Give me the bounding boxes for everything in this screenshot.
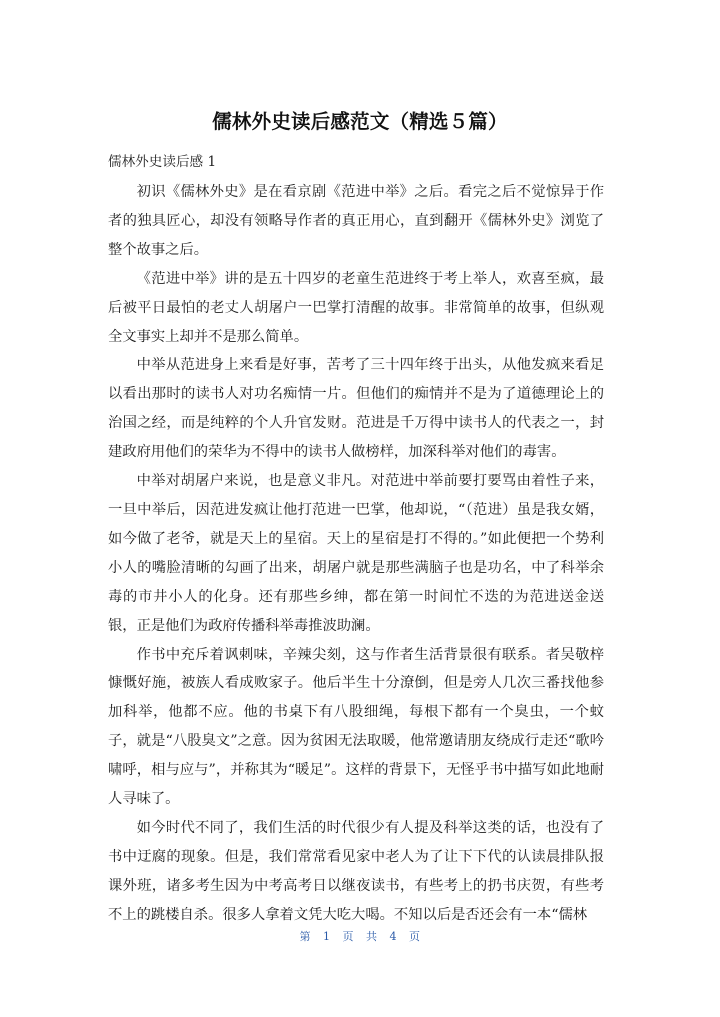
paragraph-6: 如今时代不同了，我们生活的时代很少有人提及科举这类的话，也没有了书中迂腐的现象。但是，我们常常看见家中老人为了让下下代的认读晨排队报课外班，诸多考生因为中考高考日以继夜读书，有些考上的扔书庆贺，有些考不上的跳楼自杀。很多人拿着文凭大吃大喝。不知以后是否还会有一本“儒林 — [108, 819, 604, 923]
paragraph-3: 中举从范进身上来看是好事，苦考了三十四年终于出头，从他发疯来看足以看出那时的读书人对功名痴情一片。但他们的痴情并不是为了道德理论上的治国之经，而是纯粹的个人升官发财。范进是千万得中读书人的代表之一，封建政府用他们的荣华为不得中的读书人做榜样，加深科举对他们的毒害。 — [108, 357, 604, 461]
total-page-count: 4 — [389, 930, 397, 943]
page-footer-word: 共 — [366, 930, 378, 943]
section-heading: 儒林外史读后感 1 — [108, 154, 217, 170]
paragraph-1: 初识《儒林外史》是在看京剧《范进中举》之后。看完之后不觉惊异于作者的独具匠心，却没有领略导作者的真正用心，直到翻开《儒林外史》浏览了整个故事之后。 — [108, 184, 604, 258]
body-text — [108, 178, 604, 930]
page-footer-word: 页 — [342, 930, 354, 943]
page-footer — [0, 928, 720, 944]
paragraph-2: 《范进中举》讲的是五十四岁的老童生范进终于考上举人，欢喜至疯，最后被平日最怕的老丈人胡屠户一巴掌打清醒的故事。非常简单的故事，但纵观全文事实上却并不是那么简单。 — [108, 270, 604, 345]
paragraph-4: 中举对胡屠户来说，也是意义非凡。对范进中举前要打要骂由着性子来，一旦中举后，因范进发疯让他打范进一巴掌，他却说，“（范进）虽是我女婿，如今做了老爷，就是天上的星宿。天上的星宿是打不得的。”如此便把一个势利小人的嘴脸清晰的勾画了出来，胡屠户就是那些满脑子也是功名，中了科举余毒的市井小人的化身。还有那些乡绅，都在第一时间忙不迭的为范进送金送银，正是他们为政府传播科举毒推波助澜。 — [108, 473, 604, 634]
page-footer-word: 页 — [409, 930, 421, 943]
current-page-number: 1 — [323, 930, 331, 943]
page-footer-word: 第 — [299, 930, 311, 943]
paragraph-5: 作书中充斥着讽刺味，辛辣尖刻，这与作者生活背景很有联系。者吴敬梓慷慨好施，被族人看成败家子。他后半生十分潦倒，但是旁人几次三番找他参加科举，他都不应。他的书桌下有八股细绳，每根下都有一个臭虫，一个蚊子，就是“八股臭文”之意。因为贫困无法取暖，他常邀请朋友绕成行走还“歌吟啸呼，相与应与”，并称其为“暖足”。这样的背景下，无怪乎书中描写如此地耐人寻味了。 — [108, 646, 604, 808]
document-title: 儒林外史读后感范文（精选５篇） — [212, 110, 508, 133]
